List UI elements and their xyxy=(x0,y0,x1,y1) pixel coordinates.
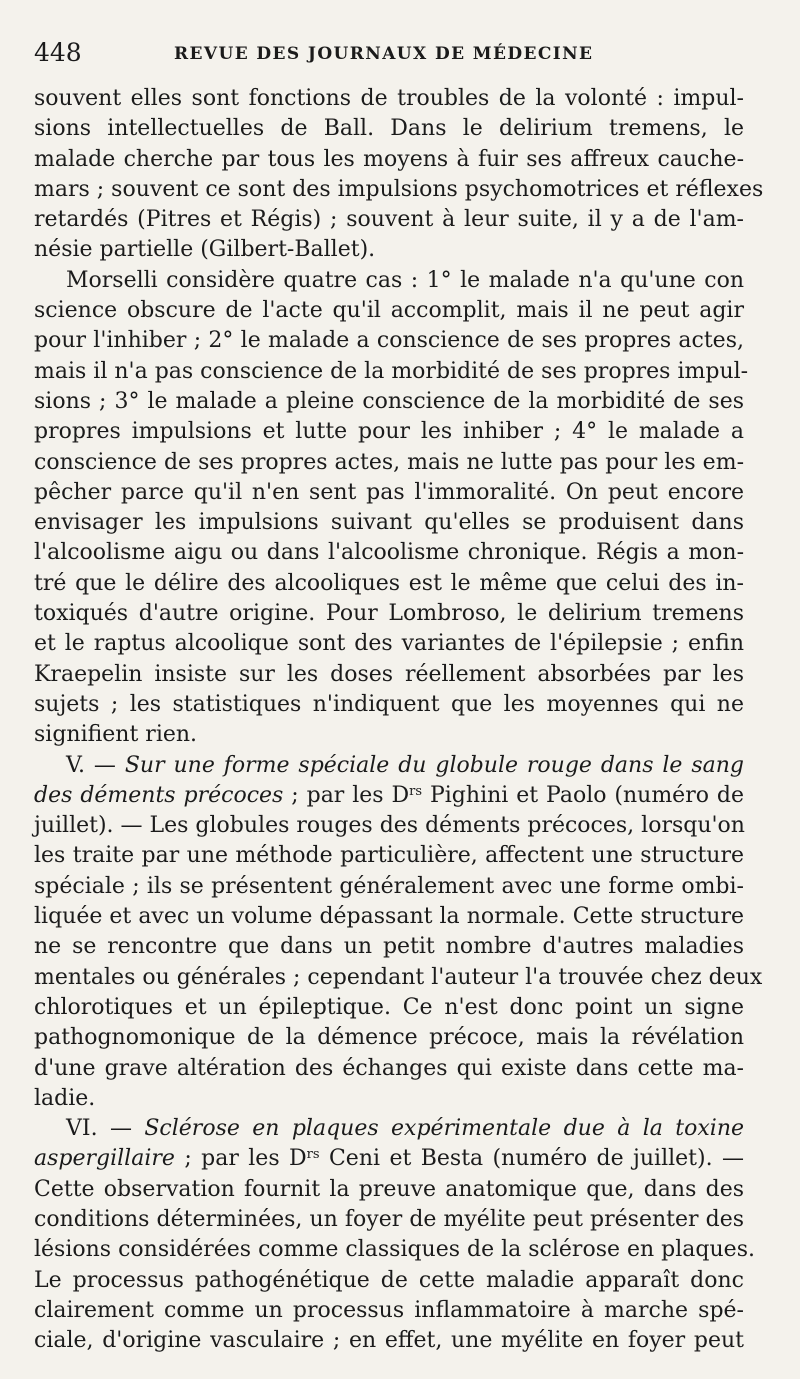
text-line: tré que le délire des alcooliques est le même que celui des in- xyxy=(34,570,744,596)
text-line: conditions déterminées, un foyer de myélite peut présenter des xyxy=(34,1206,744,1232)
text-line: pour l'inhiber ; 2° le malade a conscience de ses propres actes, xyxy=(34,328,744,354)
page-header xyxy=(34,38,744,68)
section-v-byline: des déments précoces ; par les $D^{rs}$ Pighini et Paolo (numéro de xyxy=(34,782,744,808)
section-vi-title: Sclérose en plaques expérimentale due à la toxine xyxy=(144,1116,745,1142)
section-vi-heading xyxy=(34,1114,744,1144)
text-line: sujets ; les statistiques n'indiquent que les moyennes qui ne xyxy=(34,691,744,717)
text-line: lésions considérées comme classiques de la sclérose en plaques. xyxy=(34,1237,755,1263)
text-line: juillet). — Les globules rouges des déments précoces, lorsqu'on xyxy=(34,813,745,839)
text-line: pathognomonique de la démence précoce, mais la révélation xyxy=(34,1025,744,1051)
section-vi-byline: aspergillaire ; par les $D^{rs}$ Ceni et Besta (numéro de juillet). — xyxy=(34,1146,744,1172)
text-line: mentales ou générales ; cependant l'auteur l'a trouvée chez deux xyxy=(34,964,763,990)
running-head: REVUE DES JOURNAUX DE MÉDECINE xyxy=(174,44,594,64)
section-v-title-cont: des déments précoces xyxy=(34,782,284,808)
body-text xyxy=(34,84,764,1356)
section-v-number: V. — xyxy=(66,752,125,778)
text-line: Kraepelin insiste sur les doses réellement absorbées par les xyxy=(34,661,744,687)
text-line: pêcher parce qu'il n'en sent pas l'immoralité. On peut encore xyxy=(34,479,744,505)
text-line: ciale, d'origine vasculaire ; en effet, une myélite en foyer peut xyxy=(34,1328,744,1354)
text-line: signifient rien. xyxy=(34,722,198,748)
text-line: spéciale ; ils se présentent généralement avec une forme ombi- xyxy=(34,873,744,899)
text-line: d'une grave altération des échanges qui existe dans cette ma- xyxy=(34,1055,744,1081)
text-line: conscience de ses propres actes, mais ne lutte pas pour les em- xyxy=(34,449,744,475)
text-line: l'alcoolisme aigu ou dans l'alcoolisme chronique. Régis a mon- xyxy=(34,540,744,566)
text-line: clairement comme un processus inflammatoire à marche spé- xyxy=(34,1297,744,1323)
text-line: malade cherche par tous les moyens à fuir ses affreux cauche- xyxy=(34,146,744,172)
paragraph-start: Morselli considère quatre cas : 1° le malade n'a qu'une con xyxy=(66,267,744,293)
text-line: souvent elles sont fonctions de troubles de la volonté : impul- xyxy=(34,86,744,111)
text-line: liquée et avec un volume dépassant la normale. Cette structure xyxy=(34,904,744,930)
text-line: sions intellectuelles de Ball. Dans le delirium tremens, le xyxy=(34,116,744,142)
section-vi-title-cont: aspergillaire xyxy=(34,1146,175,1172)
text-line: toxiqués d'autre origine. Pour Lombroso, le delirium tremens xyxy=(34,601,744,627)
text-line: chlorotiques et un épileptique. Ce n'est donc point un signe xyxy=(34,994,744,1020)
text-line: ne se rencontre que dans un petit nombre d'autres maladies xyxy=(34,934,744,960)
text-line: mars ; souvent ce sont des impulsions psychomotrices et réflexes xyxy=(34,176,764,202)
text-line: retardés (Pitres et Régis) ; souvent à leur suite, il y a de l'am- xyxy=(34,207,744,233)
section-vi-number: VI. — xyxy=(66,1116,145,1142)
text-line: sions ; 3° le malade a pleine conscience de la morbidité de ses xyxy=(34,388,744,414)
text-line: ladie. xyxy=(34,1085,96,1111)
text-line: nésie partielle (Gilbert-Ballet). xyxy=(34,237,376,263)
text-line: Le processus pathogénétique de cette maladie apparaît donc xyxy=(34,1267,744,1293)
text-line: et le raptus alcoolique sont des variantes de l'épilepsie ; enfin xyxy=(34,631,744,657)
page-number: 448 xyxy=(34,38,82,67)
text-line: Cette observation fournit la preuve anatomique que, dans des xyxy=(34,1176,744,1202)
section-v-heading xyxy=(34,751,744,781)
text-line: propres impulsions et lutte pour les inhiber ; 4° le malade a xyxy=(34,419,744,445)
text-line: envisager les impulsions suivant qu'elles se produisent dans xyxy=(34,510,744,536)
text-line: les traite par une méthode particulière, affectent une structure xyxy=(34,843,744,869)
text-line: mais il n'a pas conscience de la morbidité de ses propres impul- xyxy=(34,358,749,384)
text-line: science obscure de l'acte qu'il accomplit, mais il ne peut agir xyxy=(34,298,744,324)
section-v-title: Sur une forme spéciale du globule rouge dans le sang xyxy=(124,752,744,778)
